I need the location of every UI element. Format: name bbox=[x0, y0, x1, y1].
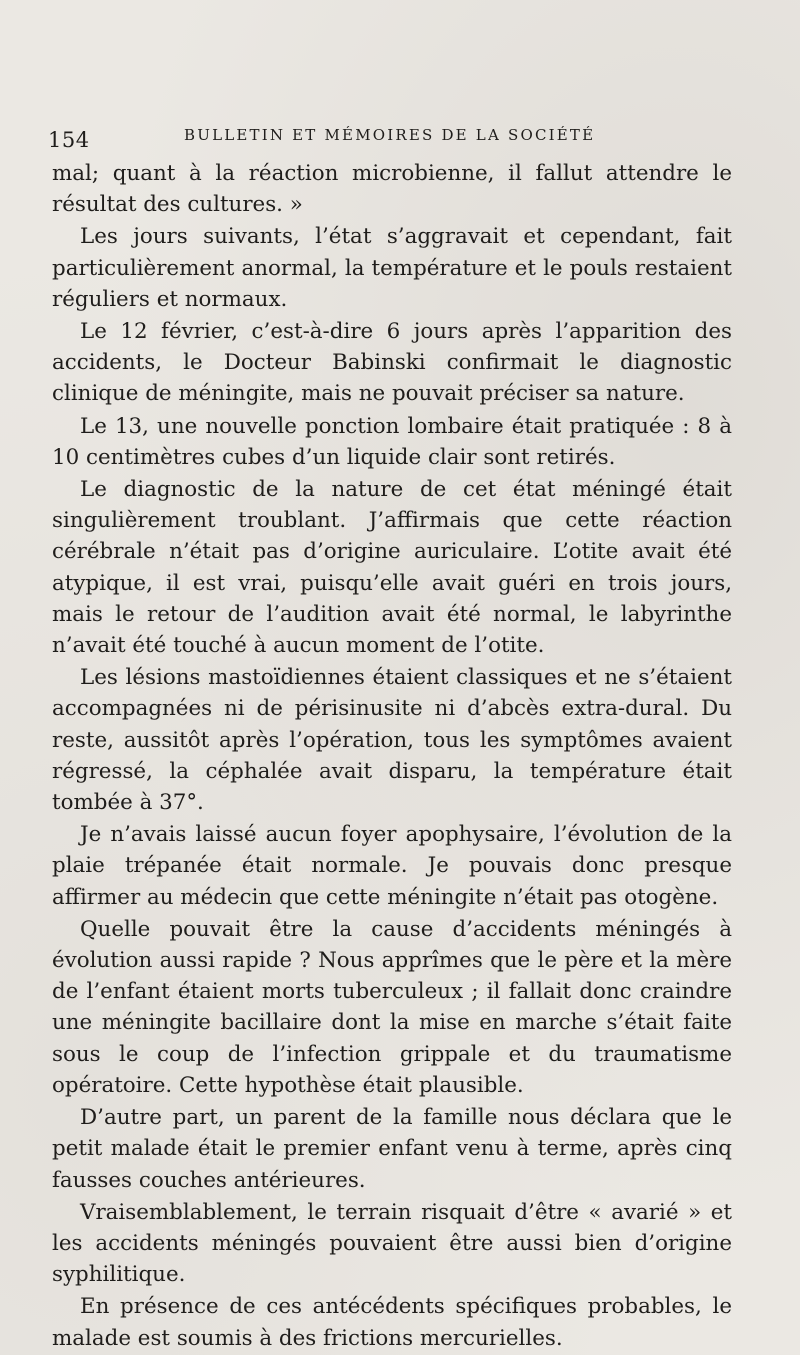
paragraph-9: D’autre part, un parent de la famille nous déclara que le petit malade était le premier enfant venu à terme, après cinq fausses couches antérieures. bbox=[52, 1105, 732, 1193]
page-number: 154 bbox=[48, 128, 90, 152]
paragraph-11: En présence de ces antécédents spécifiques probables, le malade est soumis à des frictions mercurielles. bbox=[52, 1294, 732, 1351]
paragraph-10: Vraisemblablement, le terrain risquait d’être « avarié » et les accidents méningés pouvaient être aussi bien d’origine syphilitique. bbox=[52, 1199, 732, 1288]
running-head bbox=[48, 118, 738, 158]
paragraph-4: Le 13, une nouvelle ponction lombaire était pratiquée : 8 à 10 centimètres cubes d’un liquide clair sont retirés. bbox=[52, 413, 732, 470]
paragraph-1: mal; quant à la réaction microbienne, il fallut attendre le résultat des cultures. » bbox=[52, 161, 732, 218]
paragraph-2: Les jours suivants, l’état s’aggravait et cependant, fait particulièrement anormal, la température et le pouls restaient réguliers et normaux. bbox=[52, 224, 732, 312]
body-text bbox=[52, 158, 732, 1355]
paragraph-7: Je n’avais laissé aucun foyer apophysaire, l’évolution de la plaie trépanée était normale. Je pouvais donc presque affirmer au médecin que cette méningite n’était pas otogène. bbox=[52, 822, 732, 910]
paragraph-8: Quelle pouvait être la cause d’accidents méningés à évolution aussi rapide ? Nous apprîmes que le père et la mère de l’enfant étaient morts tuberculeux ; il fallait donc craindre une méningite bacillaire dont la mise en marche s’était faite sous le coup de l’infection grippale et du traumatisme opératoire. Cette hypothèse était plausible. bbox=[52, 916, 732, 1098]
paragraph-6: Les lésions mastoïdiennes étaient classiques et ne s’étaient accompagnées ni de périsinusite ni d’abcès extra-dural. Du reste, aussitôt après l’opération, tous les symptômes avaient régressé, la céphalée avait disparu, la température était tombée à 37°. bbox=[52, 665, 732, 816]
running-head-title: BULLETIN ET MÉMOIRES DE LA SOCIÉTÉ bbox=[184, 126, 596, 144]
paragraph-5: Le diagnostic de la nature de cet état méningé était singulièrement troublant. J’affirmais que cette réaction cérébrale n’était pas d’origine auriculaire. L’otite avait été atypique, il est vrai, puisqu’elle avait guéri en trois jours, mais le retour de l’audition avait été normal, le labyrinthe n’avait été touché à aucun moment de l’otite. bbox=[52, 477, 732, 659]
paragraph-3: Le 12 février, c’est-à-dire 6 jours après l’apparition des accidents, le Docteur Babinski confirmait le diagnostic clinique de méningite, mais ne pouvait préciser sa nature. bbox=[52, 319, 732, 407]
